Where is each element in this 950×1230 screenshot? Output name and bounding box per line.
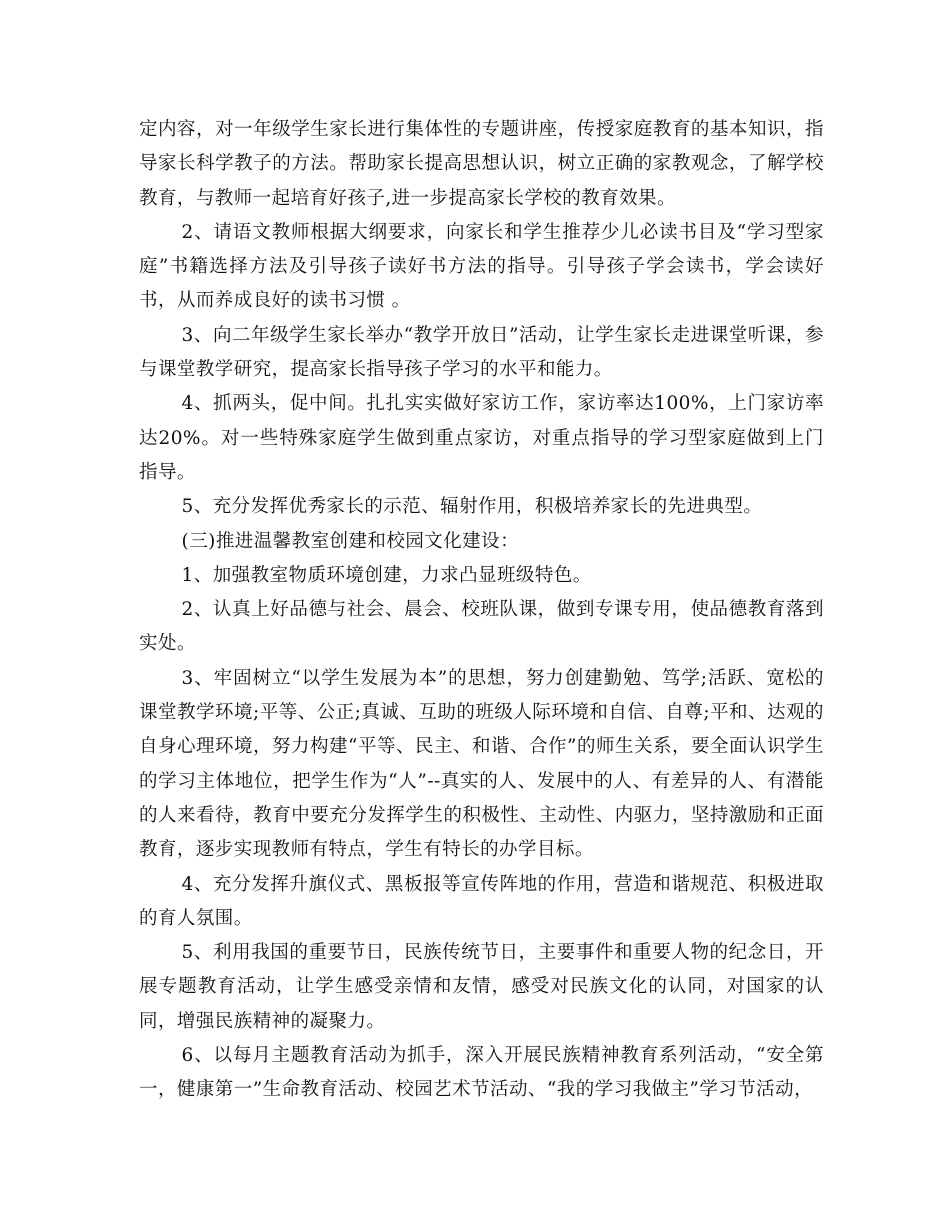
document-body	[139, 113, 824, 1108]
paragraph-moral-education: 2、认真上好品德与社会、晨会、校班队课，做到专课专用，使品德教育落到实处。	[139, 599, 824, 655]
paragraph-model-parents: 5、充分发挥优秀家长的示范、辐射作用，积极培养家长的先进典型。	[181, 496, 763, 518]
paragraph-monthly-themes: 6、以每月主题教育活动为抓手，深入开展民族精神教育系列活动，“安全第一，健康第一”生命教育活动、校园艺术节活动、“我的学习我做主”学习节活动，	[139, 1045, 824, 1101]
paragraph-reading-guidance: 2、请语文教师根据大纲要求，向家长和学生推荐少儿必读书目及“学习型家庭”书籍选择方法及引导孩子读好书方法的指导。引导孩子学会读书，学会读好书，从而养成良好的读书习惯 。	[139, 221, 824, 312]
paragraph-continuation: 定内容，对一年级学生家长进行集体性的专题讲座，传授家庭教育的基本知识，指导家长科学教子的方法。帮助家长提高思想认识，树立正确的家教观念，了解学校教育，与教师一起培育好孩子,进一步提高家长学校的教育效果。	[139, 119, 824, 209]
paragraph-student-development: 3、牢固树立“以学生发展为本”的思想，努力创建勤勉、笃学;活跃、宽松的课堂教学环境;平等、公正;真诚、互助的班级人际环境和自信、自尊;平和、达观的自身心理环境，努力构建“平等、民主、和谐、合作”的师生关系，要全面认识学生的学习主体地位，把学生作为“人”--真实的人、发展中的人、有差异的人、有潜能的人来看待，教育中要充分发挥学生的积极性、主动性、内驱力，坚持激励和正面教育，逐步实现教师有特点，学生有特长的办学目标。	[139, 667, 824, 861]
paragraph-classroom-environment: 1、加强教室物质环境创建，力求凸显班级特色。	[181, 564, 592, 586]
paragraph-festival-education: 5、利用我国的重要节日，民族传统节日，主要事件和重要人物的纪念日，开展专题教育活动，让学生感受亲情和友情，感受对民族文化的认同，对国家的认同，增强民族精神的凝聚力。	[139, 942, 824, 1032]
paragraph-home-visits: 4、抓两头，促中间。扎扎实实做好家访工作，家访率达100%，上门家访率达20%。对一些特殊家庭学生做到重点家访，对重点指导的学习型家庭做到上门指导。	[139, 393, 824, 483]
paragraph-flag-ceremony: 4、充分发挥升旗仪式、黑板报等宣传阵地的作用，营造和谐规范、积极进取的育人氛围。	[139, 873, 824, 929]
section-heading-classroom-culture: (三)推进温馨教室创建和校园文化建设：	[181, 530, 520, 552]
paragraph-open-day: 3、向二年级学生家长举办“教学开放日”活动，让学生家长走进课堂听课，参与课堂教学研究，提高家长指导孩子学习的水平和能力。	[139, 324, 824, 381]
